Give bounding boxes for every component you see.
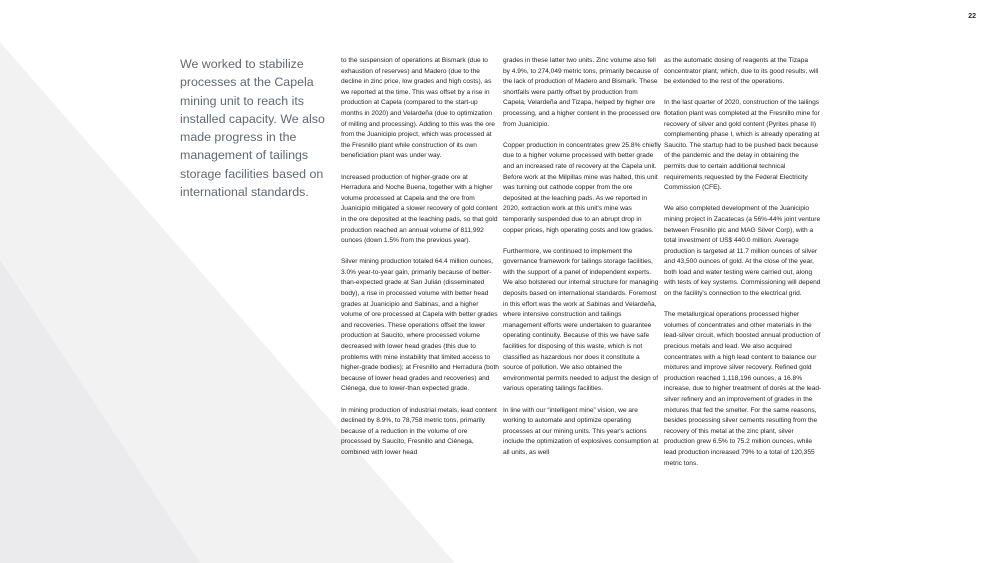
paragraph: In mining production of industrial metals, lead content declined by 8.9%, to 78,758 metric tons, primarily because of a reduction in the volume of ore processed by Saucito, Fresnillo and Ciénega, combined with lower head — [341, 406, 497, 456]
paragraph: Copper production in concentrates grew 25.8% chiefly due to a higher volume processed with better grade and an increased rate of recovery at the Capela unit. Before work at the Milpillas mine was halted, this unit was turning out cathode copper from the ore deposited at the leaching pads. As we reported in 2020, extraction work at this unit's mine was temporarily suspended due to an abrupt drop in copper prices, high operating costs and low grades. — [503, 141, 661, 234]
paragraph: In line with our “intelligent mine” vision, we are working to automate and optimize operating processes at our mining units. This year's actions include the optimization of explosives consumption at all units, as well — [503, 406, 659, 456]
paragraph: as the automatic dosing of reagents at the Tizapa concentrator plant, which, due to its good results, will be extended to the rest of the operations. — [664, 57, 819, 86]
text-column-2 — [503, 56, 661, 459]
paragraph: In the last quarter of 2020, construction of the tailings flotation plant was completed at the Fresnillo mine for recovery of silver and gold content (Pyrites phase II) complementing phase I, which is already operating at Saucito. The startup had to be pushed back because of the pandemic and the delay in obtaining the permits due to certain additional technical requirements requested by the Federal Electricity Commission (CFE). — [664, 99, 820, 192]
intro-statement: We worked to stabilize processes at the Capela mining unit to reach its installed capacity. We also made progress in the management of tailings storage facilities based on international standards. — [180, 57, 325, 200]
paragraph: Increased production of higher-grade ore at Herradura and Noche Buena, together with a higher volume processed at Capela and the ore from Juanicipio mitigated a slower recovery of gold content in the ore deposited at the leaching pads, so that gold production reached an annual volume of 811,992 ounces (down 1.5% from the previous year). — [341, 173, 498, 245]
paragraph: We also completed development of the Juanicipio mining project in Zacatecas (a 56%-44% joint venture between Fresnillo plc and MAG Silver Corp), with a total investment of US$ 440.0 million. Average production is targeted at 11.7 million ounces of silver and 43,500 ounces of gold. At the close of the year, both load and water testing were carried out, along with tests of key systems. Commissioning will depend on the facility's connection to the electrical grid. — [664, 205, 821, 298]
text-column-1 — [341, 56, 499, 459]
page-number: 22 — [968, 13, 976, 20]
paragraph: Furthermore, we continued to implement the governance framework for tailings storage facilities, with the support of a panel of independent experts. We also bolstered our internal structure for managing deposits based on international standards. Foremost in this effort was the work at Sabinas and Velardeña, where intensive construction and tailings management efforts were undertaken to guarantee operating continuity. Because of this we have safe facilities for disposing of this waste, which is not classified as hazardous nor does it constitute a source of pollution. We also obtained the environmental permits needed to adjust the design of various operating tailings facilities. — [503, 247, 659, 393]
paragraph: grades in these latter two units. Zinc volume also fell by 4.9%, to 274,049 metric tons, primarily because of the lack of production of Madero and Bismark. These shortfalls were partly offset by production from Capela, Velardeña and Tizapa, helped by higher ore processing, and a higher content in the processed ore from Juanicipio. — [503, 57, 661, 128]
paragraph: to the suspension of operations at Bismark (due to exhaustion of reserves) and Madero (due to the decline in zinc price, low grades and high costs), as we reported at the time. This was offset by a rise in production at Capela (compared to the start-up months in 2020) and Velardeña (due to optimization of milling and processing). Adding to this was the ore from the Juanicipio project, which was processed at the Fresnillo plant while construction of its own beneficiation plant was under way. — [341, 57, 495, 160]
paragraph: The metallurgical operations processed higher volumes of concentrates and other materials in the lead-silver circuit, which boosted annual production of precious metals and lead. We also acquired concentrates with a high lead content to balance our mixtures and improve silver recovery. Refined gold production reached 1,118,196 ounces, a 16.8% increase, due to higher treatment of dorés at the lead-silver refinery and an improvement of grades in the mixtures that fed the smelter. For the same reasons, besides processing silver cements resulting from the recovery of this metal at the zinc plant, silver production grew 6.5% to 75.2 million ounces, while lead production increased 79% to a total of 120,355 metric tons. — [664, 311, 822, 467]
paragraph: Silver mining production totaled 64.4 million ounces, 3.0% year-to-year gain, primarily because of better-than-expected grade at San Julián (disseminated body), a rise in processed volume with better head grades at Juanicipio and Sabinas, and a higher volume of ore processed at Capela with better grades and recoveries. These operations offset the lower production at Saucito, where processed volume decreased with lower head grades (this due to problems with mine instability that limited access to higher-grade bodies); at Fresnillo and Herradura (both because of lower head grades and recoveries) and Ciénega, due to lower-than expected grade. — [341, 258, 499, 393]
text-column-3 — [664, 56, 822, 469]
